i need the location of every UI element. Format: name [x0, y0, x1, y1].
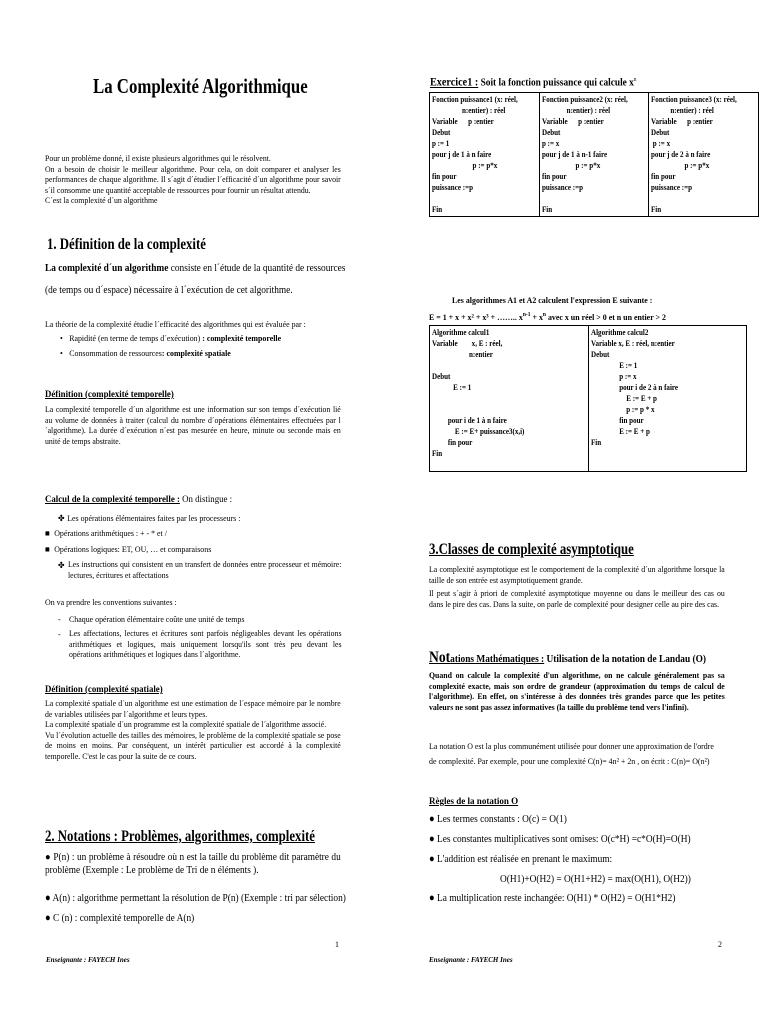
code-line [432, 193, 518, 204]
calc-item-1: ✤ Les opérations élémentaires faites par les processeurs : [58, 513, 241, 523]
page-2 [384, 0, 768, 1024]
rules-title: Règles de la notation O [429, 796, 519, 807]
convention-2: Les affectations, lectures et écritures sont parfois négligeables devant les opérations arithmétiques et logiques, mais uniquement lorsqu'ils sont très peu devant les opérations arithmétiques et logiques dans l´algorithme. [69, 629, 342, 659]
def-temporelle-title: Définition (complexité temporelle) [45, 389, 174, 400]
code-line: Algorithme calcul1 [432, 327, 490, 337]
code-line: Fin [432, 204, 443, 214]
theory-item-2: • Consommation de ressources: complexité spatiale [60, 348, 231, 358]
code-line: puissance :=p [651, 182, 693, 192]
table-cell-calcul2 [588, 326, 747, 472]
code-line [432, 404, 558, 415]
code-line: fin pour [590, 415, 644, 425]
theory-intro: La théorie de la complexité étudie l´efficacité des algorithmes qui est évaluée par : [45, 319, 306, 329]
code-line: pour j de 2 à n faire [651, 149, 711, 159]
s2-item-2: ● A(n) : algorithme permettant la résolution de P(n) (Exemple : tri par sélection) [45, 892, 346, 904]
def-spatiale-title: Définition (complexité spatiale) [45, 684, 163, 695]
s1-definition [45, 261, 345, 275]
code-line: Debut [590, 349, 609, 359]
rule-2: ● Les constantes multiplicatives sont omises: O(c*H) =c*O(H)=O(H) [429, 833, 691, 845]
bullet-icon: ● [45, 852, 54, 863]
code-line: pour j de 1 à n-1 faire [541, 149, 607, 159]
code-line: p := p*x [651, 160, 710, 170]
code-line: Debut [432, 127, 451, 137]
code-line: pour i de 1 à n faire [432, 415, 507, 425]
notations-text-1: La notation O est la plus communément utilisée pour donner une approximation de l'ordre [429, 741, 714, 751]
def-spatiale-p2: La complexité spatiale d´un programme est la complexité spatiale de l´algorithme associé. [45, 720, 327, 729]
def-spatiale-p3: Vu l´évolution actuelle des tailles des mémoires, le problème de la complexité spatiale se pose de moins en moins. Par conséquent, un intérêt particulier est accordé à la complexité temporelle. C'est le cas pour la suite de ce cours. [45, 730, 341, 761]
code-line: fin pour [432, 437, 473, 447]
rule-formula: O(H1)+O(H2) = O(H1+H2) = max(O(H1), O(H2)) [500, 873, 691, 885]
s1-definition-line2: (de temps ou d´espace) nécessaire à l´exécution de cet algorithme. [45, 284, 293, 296]
bullet-icon: ● [45, 912, 53, 924]
bullet-icon: • [60, 348, 63, 358]
page-number: 1 [335, 939, 339, 949]
code-line: p := p*x [432, 160, 498, 170]
code-line: Variable x, E : réel, [432, 338, 503, 348]
code-line: Fin [432, 448, 443, 458]
code-line: Fin [541, 204, 552, 214]
code-line: fin pour [541, 171, 567, 181]
section-3-title: 3.Classes de complexité asymptotique [429, 541, 634, 558]
code-line: fin pour [651, 171, 676, 181]
code-line [591, 459, 717, 470]
s3-paragraph-1: La complexité asymptotique est le comportement de la complexité d´un algorithme lorsque la taille de son entrée est asymptotiquement grande. [429, 565, 725, 585]
algo-intro-1: Les algorithmes A1 et A2 calculent l'expression E suivante : [452, 295, 653, 305]
intro-line-2: On a besoin de choisir le meilleur algorithme. Pour cela, on doit comparer et analyser les performances de chaque algorithme. Il s´agit d´étudier l´efficacité d´un algorithme pour savoir s´il consomme une quantité acceptable de ressources pour fournir un résultat attendu. [45, 164, 341, 195]
intro-line-3: C´est la complexité d´un algorithme [45, 196, 158, 205]
code-line: puissance :=p [432, 182, 474, 192]
code-line: n:entier [432, 349, 493, 359]
code-line: Fin [590, 437, 601, 447]
footer-teacher: Enseignante : FAYECH Ines [46, 956, 130, 964]
table-cell-puissance2 [539, 93, 649, 217]
code-line: E := 1 [590, 360, 637, 370]
code-line: Fonction puissance2 (x: réel, [541, 94, 628, 104]
notations-bold-text: Quand on calcule la complexité d'un algorithme, on ne calcule généralement pas sa complexité exacte, mais son ordre de grandeur (approximation du temps de calcul de l'algorithme). En effet, on s'intéresse à des données très grandes parce que les petites valeurs ne sont pas assez informatives (la taille du problème tend vers l'infini). [429, 671, 725, 712]
notations-title: Notations Mathématiques : Utilisation de la notation de Landau (O) [429, 649, 707, 666]
square-bullet-icon: ■ [45, 544, 50, 554]
footer-teacher: Enseignante : FAYECH Ines [429, 956, 513, 964]
code-line: Algorithme calcul2 [590, 327, 648, 337]
calc-temporelle-title: Calcul de la complexité temporelle : On distingue : [45, 494, 233, 505]
code-line [591, 448, 717, 459]
notations-text-2: de complexité. Par exemple, pour une complexité C(n)= 4n² + 2n , on écrit : C(n)= O(n²) [429, 756, 710, 766]
algorithm-table [429, 325, 747, 472]
dash-icon: - [58, 629, 61, 639]
bullet-icon: ● [429, 853, 437, 865]
code-line: n:entier) : réel [651, 105, 714, 115]
table-cell-calcul1 [430, 326, 589, 472]
code-line [542, 193, 628, 204]
code-line: Debut [541, 127, 560, 137]
intro-line-1: Pour un problème donné, il existe plusieurs algorithmes qui le résolvent. [45, 154, 271, 163]
code-line: p := p * x [590, 404, 655, 414]
code-line: p := 1 [432, 138, 450, 148]
def-spatiale-text [45, 699, 341, 762]
s2-item-3: ● C (n) : complexité temporelle de A(n) [45, 912, 195, 924]
bullet-icon: • [60, 333, 63, 343]
square-bullet-icon: ■ [45, 528, 50, 538]
dash-icon: - [58, 614, 61, 624]
code-line: fin pour [432, 171, 457, 181]
exercise-title: Exercice1 : Soit la fonction puissance qui calcule $x^n$ [430, 74, 637, 89]
s1-def-rest: consiste en l´étude de la quantité de ressources [168, 262, 346, 274]
cross-bullet-icon: ✤ [58, 513, 65, 523]
code-line: p := x [541, 138, 559, 148]
bullet-icon: ● [45, 892, 53, 904]
code-line [432, 393, 558, 404]
rule-1: ● Les termes constants : O(c) = O(1) [429, 813, 567, 825]
calc-instructions: Les instructions qui consistent en un transfert de données entre processeur et mémoire: lectures, écritures et affectations [68, 560, 342, 580]
conventions-intro: On va prendre les conventions suivantes : [45, 597, 177, 607]
bullet-icon: ● [429, 892, 437, 904]
code-line: pour j de 1 à n faire [432, 149, 492, 159]
s2-item-1: ● P(n) : un problème à résoudre où n est la taille du problème dit paramètre du problème (Exemple : Le problème de Tri de n éléments ). [45, 852, 341, 876]
code-line: Fonction puissance3 (x: réel, [651, 94, 737, 104]
code-line: Variable x, E : réel, n:entier [590, 338, 675, 348]
exercise-table [429, 92, 759, 217]
section-2-title: 2. Notations : Problèmes, algorithmes, complexité [45, 828, 315, 845]
bullet-icon: ● [429, 813, 437, 825]
code-line [432, 459, 558, 470]
convention-1: Chaque opération élémentaire coûte une unité de temps [69, 614, 245, 624]
code-line: Variable p :entier [651, 116, 713, 126]
rule-3: ● L'addition est réalisée en prenant le maximum: [429, 853, 613, 865]
calc-item-3: ■ Opérations logiques: ET, OU, … et comparaisons [45, 544, 212, 554]
code-line: E := E+ puissance3(x,i) [432, 426, 525, 436]
page-title: La Complexité Algorithmique [93, 74, 308, 98]
s1-def-term: La complexité d´un algorithme [45, 262, 169, 274]
code-line: E := E + p [590, 393, 657, 403]
code-line: Variable p :entier [541, 116, 604, 126]
s3-paragraph-2: Il peut s´agir à priori de complexité asymptotique moyenne ou dans le meilleur des cas ou dans le pire des cas. Dans la suite, on parle de complexité pour designer celle au pire des cas. [429, 589, 725, 609]
table-cell-puissance1 [430, 93, 540, 217]
calc-item-2: ■ Opérations arithmétiques : + - * et / [45, 528, 167, 538]
cross-bullet-icon: ✤ [58, 560, 65, 570]
algo-intro-2: E = 1 + x + x² + x³ + …….. $x^{n-1} + x^n$ avec x un réel > 0 et n un entier > 2 [429, 311, 666, 322]
rule-4: ● La multiplication reste inchangée: O(H1) * O(H2) = O(H1*H2) [429, 892, 676, 904]
code-line [432, 360, 558, 371]
code-line: Debut [651, 127, 670, 137]
code-line: p := x [651, 138, 671, 148]
table-cell-puissance3 [649, 93, 759, 217]
code-line [651, 193, 737, 204]
section-1-title: 1. Définition de la complexité [47, 236, 206, 253]
code-line: puissance :=p [541, 182, 583, 192]
intro-paragraph [45, 154, 341, 207]
code-line: E := E + p [590, 426, 650, 436]
s3-text [429, 565, 725, 610]
code-line: n:entier) : réel [541, 105, 610, 115]
code-line: Fin [651, 204, 662, 214]
bullet-icon: ● [429, 833, 437, 845]
theory-item-1: • Rapidité (en terme de temps d´exécution) : complexité temporelle [60, 333, 282, 343]
code-line: E := 1 [432, 382, 472, 392]
code-line: Debut [432, 371, 451, 381]
code-line: p := p*x [541, 160, 600, 170]
code-line: Variable p :entier [432, 116, 494, 126]
code-line: pour i de 2 à n faire [590, 382, 678, 392]
code-line: Fonction puissance1 (x: réel, [432, 94, 518, 104]
def-spatiale-p1: La complexité spatiale d´un algorithme est une estimation de l´espace mémoire par le nombre de variables utilisées par l´algorithme et leurs types. [45, 699, 341, 719]
code-line: n:entier) : réel [432, 105, 506, 115]
def-temporelle-text: La complexité temporelle d´un algorithme est une information sur son temps d´exécution lié au volume de données à traiter (calcul du nombre d´opérations élémentaires effectuées par l´algorithme). La durée d´exécution n´est pas mesurée en heure, minute ou seconde mais en unité de temps abstraite. [45, 405, 341, 446]
code-line: p := x [590, 371, 637, 381]
page-number: 2 [718, 939, 722, 949]
